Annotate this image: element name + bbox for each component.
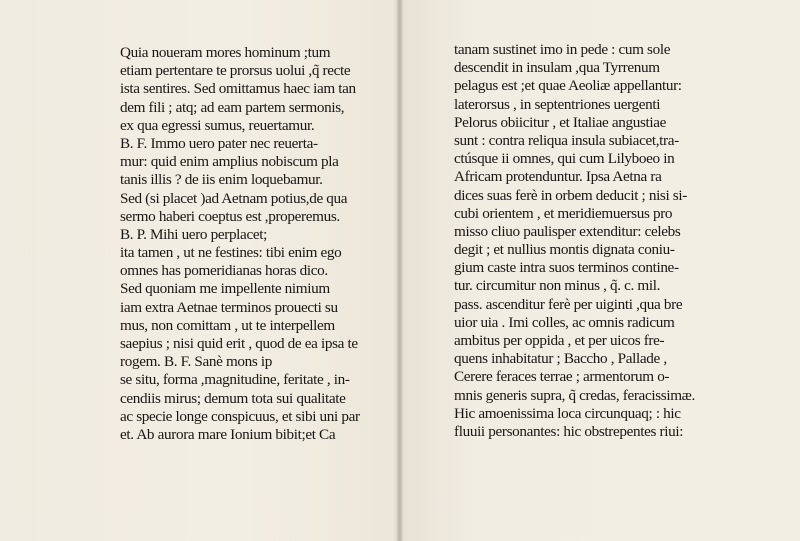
text-line: sermo haberi coeptus est ,properemus. bbox=[120, 207, 340, 225]
text-line: etiam pertentare te prorsus uolui ,q̃ recte bbox=[120, 62, 351, 80]
text-line: Sed (si placet )ad Aetnam potius,de qua bbox=[120, 189, 348, 207]
text-line: fluuii personantes: hic obstrepentes riui: bbox=[454, 422, 684, 440]
left-text-block bbox=[120, 44, 380, 444]
text-line: quens inhabitatur ; Baccho , Pallade , bbox=[454, 350, 667, 368]
text-line: uior uia . Imi colles, ac omnis radicum bbox=[454, 313, 675, 331]
text-line: Africam protenduntur. Ipsa Aetna ra bbox=[454, 168, 662, 186]
text-line: tanis illis ? de iis enim loquebamur. bbox=[120, 171, 323, 189]
text-line: cubi orientem , et meridiemuersus pro bbox=[454, 204, 673, 222]
text-line: misso cliuo paulisper extenditur: celebs bbox=[454, 222, 681, 240]
text-line: laterorsus , in septentriones uergenti bbox=[454, 95, 661, 113]
text-line: ctúsque ii omnes, qui cum Lilyboeo in bbox=[454, 150, 675, 168]
text-line: ex qua egressi sumus, reuertamur. bbox=[120, 116, 315, 134]
text-line: dices suas ferè in orbem deducit ; nisi si- bbox=[454, 186, 687, 204]
text-line: ambitus per oppida , et per uicos fre- bbox=[454, 332, 665, 349]
text-line: ac specie longe conspicuus, et sibi uni par bbox=[120, 407, 360, 425]
text-line: Sed quoniam me impellente nimium bbox=[120, 280, 330, 298]
text-line: et. Ab aurora mare Ionium bibit;et Ca bbox=[120, 425, 336, 443]
text-line: degit ; et nullius montis dignata coniu- bbox=[454, 241, 675, 259]
text-line: tur. circumitur non minus , q̃. c. mil. bbox=[454, 277, 661, 295]
text-line: omnes has pomeridianas horas dico. bbox=[120, 262, 328, 280]
text-line: pass. ascenditur ferè per uiginti ,qua bre bbox=[454, 295, 683, 313]
text-line: gium caste intra suos terminos contine- bbox=[454, 259, 679, 277]
text-line: dem fili ; atq; ad eam partem sermonis, bbox=[120, 98, 345, 116]
text-line: Quia noueram mores hominum ;tum bbox=[120, 44, 331, 61]
text-line: Hic amoenissima loca circunquaq; : hic bbox=[454, 404, 681, 422]
left-page bbox=[0, 0, 398, 541]
text-line: Pelorus obiicitur , et Italiae angustiae bbox=[454, 113, 667, 131]
text-line: saepius ; nisi quid erit , quod de ea ipsa te bbox=[120, 335, 358, 352]
text-line: descendit in insulam ,qua Tyrrenum bbox=[454, 59, 660, 77]
right-page bbox=[402, 0, 800, 541]
text-line: mus, non comittam , ut te interpellem bbox=[120, 316, 335, 334]
text-line: B. F. Immo uero pater nec reuerta- bbox=[120, 134, 318, 152]
text-line: mnis generis supra, q̃ credas, feracissimæ. bbox=[454, 386, 695, 404]
text-line: mur: quid enim amplius nobiscum pla bbox=[120, 153, 339, 171]
text-line: pelagus est ;et quae Aeoliæ appellantur: bbox=[454, 77, 682, 95]
text-line: ita tamen , ut ne festines: tibi enim ego bbox=[120, 244, 342, 262]
right-text-block bbox=[454, 41, 716, 441]
text-line: ista sentires. Sed omittamus haec iam tan bbox=[120, 80, 356, 98]
text-line: B. P. Mihi uero perplacet; bbox=[120, 225, 267, 243]
text-line: Cerere feraces terrae ; armentorum o- bbox=[454, 368, 670, 386]
text-line: rogem. B. F. Sanè mons ip bbox=[120, 353, 273, 371]
text-line: se situ, forma ,magnitudine, feritate , in- bbox=[120, 371, 350, 389]
text-line: tanam sustinet imo in pede : cum sole bbox=[454, 41, 671, 58]
text-line: cendiis mirus; demum tota sui qualitate bbox=[120, 389, 346, 407]
text-line: sunt : contra reliqua insula subiacet,tra- bbox=[454, 131, 679, 149]
text-line: iam extra Aetnae terminos prouecti su bbox=[120, 298, 338, 316]
